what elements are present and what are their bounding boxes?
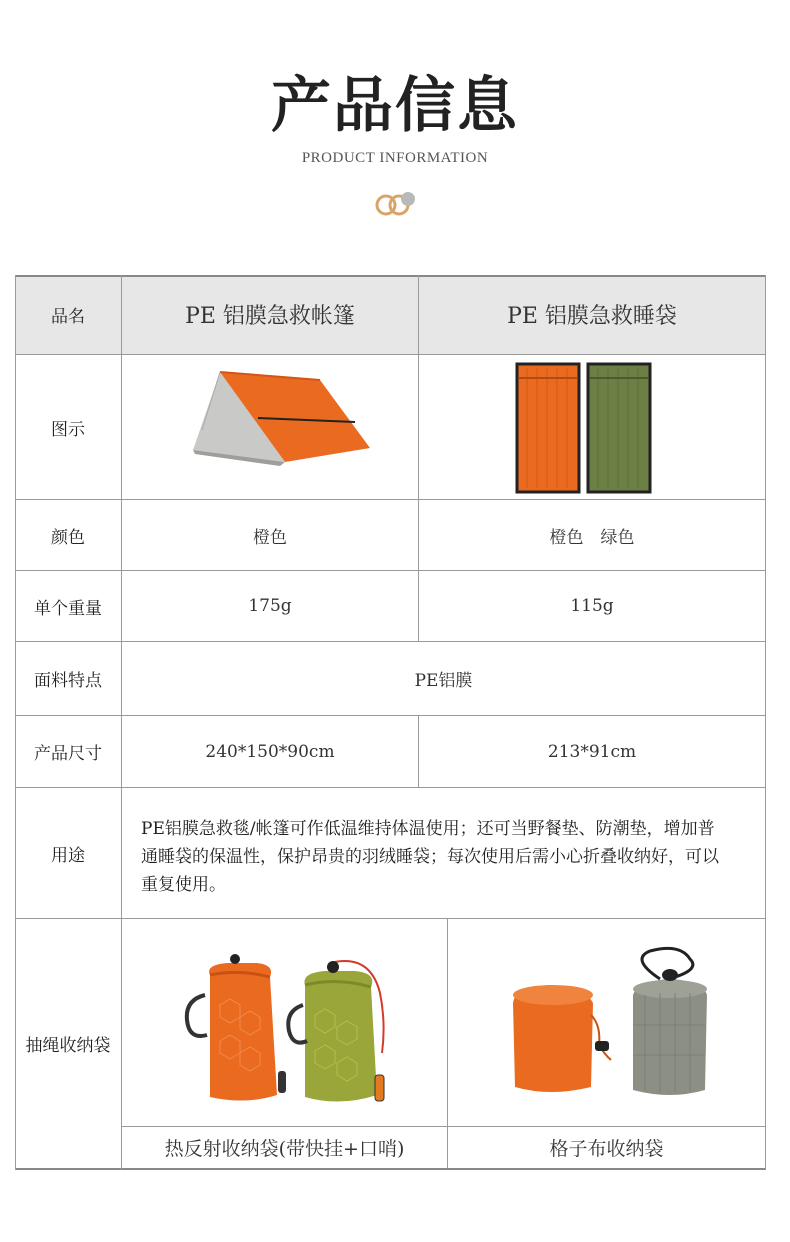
usage-line: 重复使用。: [141, 875, 226, 895]
page-subtitle: PRODUCT INFORMATION: [301, 150, 489, 166]
material-value: PE铝膜: [414, 671, 473, 691]
color-tent: 橙色: [253, 527, 287, 548]
weight-tent: 175g: [248, 596, 292, 616]
grid-cloth-pouch-image: [505, 945, 715, 1105]
row-label-weight: 单个重量: [34, 598, 102, 619]
row-label-size: 产品尺寸: [34, 744, 102, 764]
usage-line: PE铝膜急救毯/帐篷可作低温维持体温使用；还可当野餐垫、防潮垫，增加普: [141, 819, 715, 839]
tent-image: [190, 370, 375, 470]
row-label-color: 颜色: [51, 527, 85, 548]
size-tent: 240*150*90cm: [205, 741, 335, 762]
row-label-image: 图示: [51, 419, 85, 440]
sleeping-bags-image: [515, 362, 655, 494]
weight-sleeping-bag: 115g: [570, 596, 614, 616]
product-info-table: [15, 275, 766, 1170]
pouch-caption-reflective: 热反射收纳袋(带快挂+口哨): [164, 1138, 405, 1160]
color-sleeping-bag: 橙色 绿色: [549, 527, 635, 548]
row-label-name: 品名: [51, 307, 85, 327]
ornament-icon: [372, 188, 420, 218]
pouch-caption-grid-cloth: 格子布收纳袋: [549, 1138, 664, 1160]
usage-description: [141, 815, 751, 899]
row-label-usage: 用途: [51, 845, 85, 866]
row-label-material: 面料特点: [34, 671, 102, 691]
reflective-pouch-image: [165, 945, 405, 1115]
product-name-tent: PE 铝膜急救帐篷: [185, 304, 355, 329]
page-title: 产品信息: [271, 71, 519, 141]
usage-line: 通睡袋的保温性，保护昂贵的羽绒睡袋；每次使用后需小心折叠收纳好，可以: [141, 847, 719, 867]
size-sleeping-bag: 213*91cm: [547, 741, 637, 762]
product-name-sleeping-bag: PE 铝膜急救睡袋: [507, 304, 677, 329]
row-label-pouch: 抽绳收纳袋: [25, 1036, 111, 1056]
